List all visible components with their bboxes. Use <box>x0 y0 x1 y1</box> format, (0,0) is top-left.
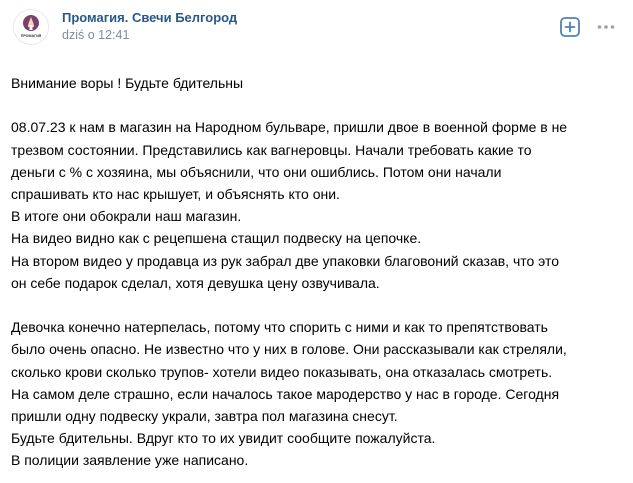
post-timestamp[interactable]: dziś o 12:41 <box>62 28 130 42</box>
avatar-logo-icon <box>14 10 48 44</box>
post-title-line: Внимание воры ! Будьте бдительны <box>11 75 244 91</box>
text-line: Девочка конечно натерпелась, потому что спорить с ними и как то препятствовать <box>11 319 548 336</box>
text-line: В полиции заявление уже написано. <box>11 452 249 469</box>
text-line: сколько крови сколько трупов- хотели видео показывать, она отказалась смотреть. <box>11 363 553 380</box>
text-line: деньги с % с хозяина, мы объяснили, что они ошиблись. Потом они начали <box>11 163 502 180</box>
add-button[interactable] <box>559 16 581 38</box>
avatar[interactable] <box>13 9 49 45</box>
more-options-button[interactable] <box>596 17 616 37</box>
post-author-link[interactable]: Промагия. Свечи Белгород <box>62 10 238 25</box>
text-line: Будьте бдительны. Вдруг кто то их увидит сообщите пожалуйста. <box>11 430 436 447</box>
text-line: На видео видно как с рецепшена стащил подвеску на цепочке. <box>11 230 422 247</box>
avatar-caption: ПРОМАГИЯ <box>20 34 42 38</box>
plus-square-icon <box>559 16 581 38</box>
text-line: В итоге они обокрали наш магазин. <box>11 208 242 225</box>
post-text <box>11 72 623 472</box>
paragraph-gap <box>11 294 623 316</box>
text-line: спрашивать кто нас крышует, и объяснять кто они. <box>11 186 340 202</box>
text-line: 08.07.23 к нам в магазин на Народном бульваре, пришли двое в военной форме в не <box>11 119 568 136</box>
text-line: было очень опасно. Не известно что у них в голове. Они рассказывали как стреляли, <box>11 341 567 358</box>
text-line: трезвом состоянии. Представились как вагнеровцы. Начали требовать какие то <box>11 141 532 158</box>
more-dots-icon <box>596 17 616 37</box>
text-line: На втором видео у продавца из рук забрал две упаковки благовоний сказав, что это <box>11 252 560 269</box>
post-header <box>0 0 633 56</box>
text-line: он себе подарок сделал, хотя девушка цену озвучивала. <box>11 274 380 291</box>
text-line: На самом деле страшно, если началось такое мародерство у нас в городе. Сегодня <box>11 385 560 402</box>
text-line: пришли одну подвеску украли, завтра пол магазина снесут. <box>11 408 398 425</box>
paragraph-gap <box>11 94 623 116</box>
